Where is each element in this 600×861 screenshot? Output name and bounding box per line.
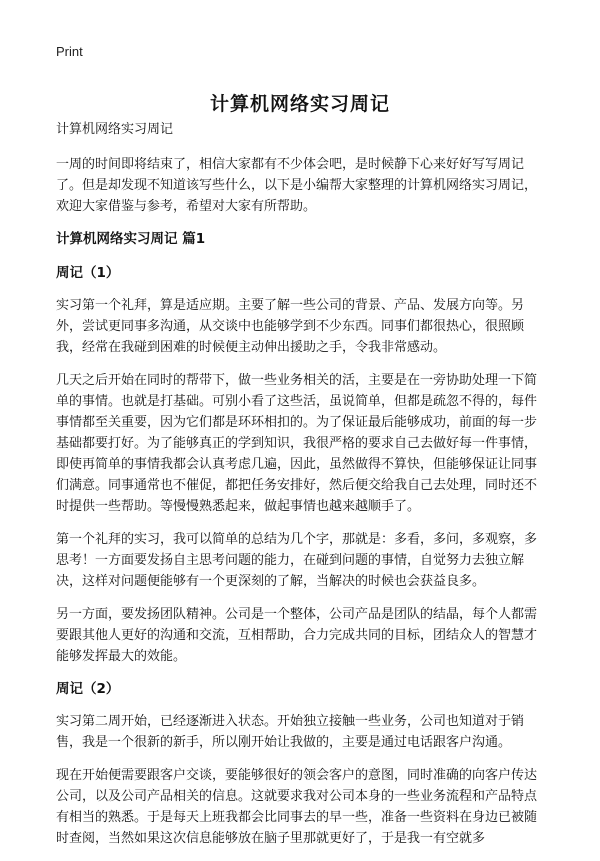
document-body <box>56 120 544 861</box>
week1-paragraph-3: 第一个礼拜的实习，我可以简单的总结为几个字，那就是：多看，多问，多观察，多思考！一方面要发扬自主思考问题的能力，在碰到问题的事情，自觉努力去独立解决，这样对问题便能够有一个更深刻的了解，当解决的时候也会获益良多。 <box>56 532 538 589</box>
week1-paragraph-2: 几天之后开始在同时的帮带下，做一些业务相关的活，主要是在一旁协助处理一下简单的事情。也就是打基础。可别小看了这些活，虽说简单，但都是疏忽不得的，每件事情都至关重要，因为它们都是环环相扣的。为了保证最后能够成功，前面的每一步基础都要打好。为了能够真正的学到知识，我很严格的要求自己去做好每一件事情，即使再简单的事情我都会认真考虑几遍，因此，虽然做得不算快，但能够保证让同事们满意。同事通常也不催促，都把任务安排好，然后便交给我自己去处理，同时还不时提供一些帮助。等慢慢熟悉起来，做起事情也越来越顺手了。 <box>56 373 538 514</box>
print-label[interactable]: Print <box>56 44 83 59</box>
week1-paragraph-4: 另一方面，要发扬团队精神。公司是一个整体，公司产品是团队的结晶，每个人都需要跟其他人更好的沟通和交流，互相帮助，合力完成共同的目标，团结众人的智慧才能够发挥最大的效能。 <box>56 607 538 664</box>
week1-heading: 周记（1） <box>56 265 120 281</box>
week2-paragraph-2: 现在开始便需要跟客户交谈，要能够很好的领会客户的意图，同时准确的向客户传达公司，以及公司产品相关的信息。这就要求我对公司本身的一些业务流程和产品特点有相当的熟悉。于是每天上班我都会比同事去的早一些，准备一些资料在身边已被随时查阅，当然如果这次信息能够放在脑子里那就更好了，于是我一有空就多 <box>56 768 538 846</box>
week2-heading: 周记（2） <box>56 681 120 697</box>
article-heading: 计算机网络实习周记 篇1 <box>56 231 206 247</box>
intro-paragraph: 一周的时间即将结束了，相信大家都有不少体会吧，是时候静下心来好好写写周记了。但是却发现不知道该写些什么，以下是小编帮大家整理的计算机网络实习周记，欢迎大家借鉴与参考，希望对大家有所帮助。 <box>56 157 538 214</box>
week2-paragraph-1: 实习第二周开始，已经逐渐进入状态。开始独立接触一些业务，公司也知道对于销售，我是一个很新的新手，所以刚开始让我做的，主要是通过电话跟客户沟通。 <box>56 714 525 750</box>
document-title: 计算机网络实习周记 <box>209 92 390 115</box>
week1-paragraph-1: 实习第一个礼拜，算是适应期。主要了解一些公司的背景、产品、发展方向等。另外，尝试更同事多沟通，从交谈中也能够学到不少东西。同事们都很热心，很照顾我，经常在我碰到困难的时候便主动伸出援助之手，令我非常感动。 <box>56 298 525 355</box>
document-subtitle: 计算机网络实习周记 <box>56 122 174 137</box>
